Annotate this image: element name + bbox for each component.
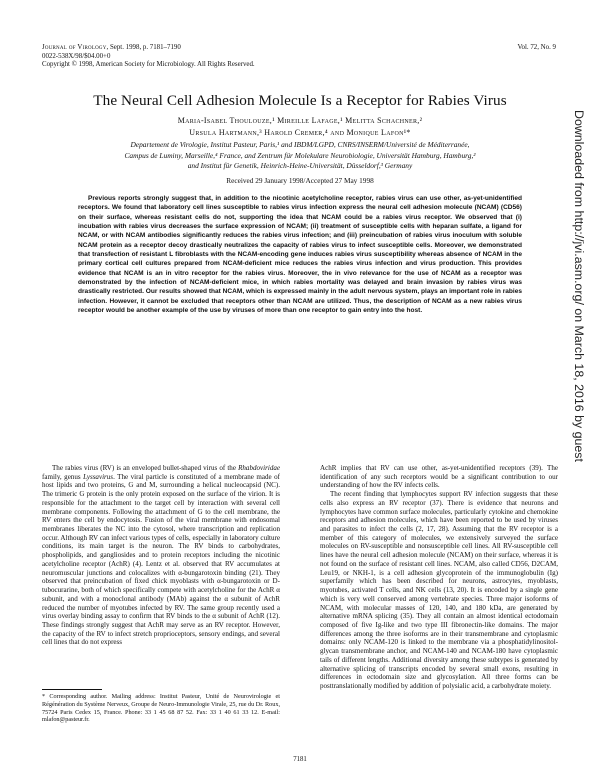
body-column-right — [320, 464, 558, 691]
author-line-2: Ursula Hartmann,³ Harold Cremer,⁴ and Monique Lafon¹* — [189, 127, 411, 137]
received-dates: Received 29 January 1998/Accepted 27 May 1998 — [226, 176, 374, 185]
author-list — [0, 115, 600, 138]
issn: 0022-538X/98/$04.00+0 — [42, 52, 111, 60]
text-run: family, genus — [42, 472, 84, 481]
page-number: 7181 — [293, 756, 307, 763]
download-watermark[interactable]: Downloaded from http://jvi.asm.org/ on March 18, 2016 by guest — [572, 110, 586, 462]
journal-name: Journal of Virology — [42, 44, 107, 51]
article-title: The Neural Cell Adhesion Molecule Is a Receptor for Rabies Virus — [93, 92, 507, 109]
running-header — [42, 44, 255, 70]
italic-term: Lyssavirus — [83, 472, 114, 481]
affiliation-line-3: and Institut für Genetik, Heinrich-Heine-Universität, Düsseldorf,³ Germany — [187, 161, 413, 171]
italic-term: Rhabdoviridae — [238, 464, 280, 472]
author-line-1: Maria-Isabel Thoulouze,¹ Mireille Lafage,¹ Melitta Schachner,² — [177, 116, 423, 125]
affiliation-line-1: Departement de Virologie, Institut Pasteur, Paris,¹ and IBDM/LGPD, CNRS/INSERM/Université de Méditerranée, — [130, 140, 470, 149]
affiliation-line-2: Campus de Luminy, Marseille,⁴ France, and Zentrum für Molekulare Neurobiologie, Universität Hamburg, Hamburg,² — [124, 150, 476, 160]
body-paragraph: AchR implies that RV can use other, as-yet-unidentified receptors (39). The identification of any such receptors would be a significant contribution to our understanding of how the RV infects cells. — [320, 464, 558, 490]
abstract: Previous reports strongly suggest that, in addition to the nicotinic acetylcholine receptor, rabies virus can use other, as-yet-unidentified receptors. We found that laboratory cell lines susceptible to rabies virus infection express the neural cell adhesion molecule (NCAM) (CD56) on their surface, whereas resistant cells do not, supporting the idea that NCAM could be a rabies virus receptor. We observed that (i) incubation with rabies virus decreases the surface expression of NCAM; (ii) treatment of susceptible cells with heparan sulfate, a ligand for NCAM, or with NCAM antibodies significantly reduces the rabies virus infection; and (iii) preincubation of rabies virus inoculum with soluble NCAM protein as a receptor decoy drastically neutralizes the capacity of rabies virus to infect susceptible cells. Moreover, we demonstrated that transfection of resistant L fibroblasts with the NCAM-encoding gene induces rabies virus susceptibility whereas absence of NCAM in the primary cortical cell cultures prepared from NCAM-deficient mice reduces the rabies virus infection and virus production. This provides evidence that NCAM is an in vitro receptor for the rabies virus. Moreover, the in vivo relevance for the use of NCAM as a receptor was demonstrated by the infection of NCAM-deficient mice, in which rabies mortality was delayed and brain invasion by rabies virus was drastically restricted. Our results showed that NCAM, which is expressed mainly in the adult nervous system, plays an important role in rabies infection. However, it cannot be excluded that receptors other than NCAM are utilized. Thus, the description of NCAM as a new rabies virus receptor would be another example of the use by viruses of more than one receptor to gain entry into the host. — [78, 195, 522, 314]
journal-issue: , Sept. 1998, p. 7181–7190 — [106, 44, 181, 51]
volume-info: Vol. 72, No. 9 — [517, 44, 556, 51]
text-run: . The viral particle is constituted of a membrane made of host lipids and two proteins, G and M, surrounding a helical nucleocapsid (NC). The trimeric G protein is the only protein exposed on the surface of the virion. It is responsible for the attachment to the target cell by interaction with several cell membrane components. Following the attachment of G to the cell membrane, the RV enters the cell by endocytosis. Fusion of the viral membrane with endosomal membranes liberates the NC into the cytosol, where transcription and replication occur. Although RV can infect various types of cells, especially in laboratory culture conditions, its main target is the neuron. The RV binds to carbohydrates, phospholipids, and gangliosides and to protein receptors including the nicotinic acetylcholine receptor (AchR) (4). Lentz et al. observed that RV accumulates at neuromuscular junctions and colocalizes with α-bungarotoxin binding (21). They observed that preincubation of fixed chick myoblasts with α-bungarotoxin or D-tubocurarine, both of which specifically compete with acetylcholine for the AchR α subunit, and with a monoclonal antibody (MAb) against the α subunit of AchR reduced the number of myotubes infected by RV. The same group recently used a virus overlay binding assay to confirm that RV binds to the α subunit of AchR (12). These findings strongly suggest that AchR may serve as an RV receptor. However, the capacity of the RV to infect stretch proprioceptors, sensory endings, and several cell lines that do not express — [42, 472, 280, 647]
affiliations — [0, 140, 600, 172]
body-paragraph: The recent finding that lymphocytes support RV infection suggests that these cells also express an RV receptor (37). There is evidence that neurons and lymphocytes have common surface molecules, particularly cytokine and chemokine receptors and adhesion molecules, which have been reported to be used by viruses and parasites to infect the cells (2, 17, 28). Assuming that the RV receptor is a member of this category of molecules, we extensively surveyed the surface molecules on RV-susceptible and nonsusceptible cell lines. All RV-susceptible cell lines have the neural cell adhesion molecule (NCAM) on their surface, whereas it is not found on the surface of resistant cell lines. NCAM, also called CD56, D2CAM, Leu19, or NKH-1, is a cell adhesion glycoprotein of the immunoglobulin (Ig) superfamily which has been described for neurons, astrocytes, myoblasts, myotubes, activated T cells, and NK cells (13, 20). It is encoded by a single gene which is very well conserved among vertebrate species. Three major isoforms of NCAM, with molecular masses of 120, 140, and 180 kDa, are generated by alternative mRNA splicing (35). They all contain an almost identical ectodomain composed of five Ig-like and two type III fibronectin-like domains. The major differences among the three isoforms are in their transmembrane and cytoplasmic domains: only NCAM-120 is linked to the membrane via a phosphatidylinositol-glycan transmembrane anchor, and NCAM-140 and NCAM-180 have cytoplasmic tails of different lengths. Additional diversity among these subtypes is generated by alternative splicing of transcripts encoded by several small exons, resulting in differences in ectodomain size and glycosylation. All three forms can be posttranslationally modified by addition of polysialic acid, a carbohydrate moiety. — [320, 490, 558, 690]
copyright: Copyright © 1998, American Society for Microbiology. All Rights Reserved. — [42, 61, 255, 69]
footnote-rule — [42, 689, 102, 690]
body-paragraph — [42, 464, 280, 647]
corresponding-author-footnote: * Corresponding author. Mailing address: Institut Pasteur, Unité de Neurovirologie et Régénération du Système Nerveux, Groupe de Neuro-Immunologie Virale, 25, rue du Dr. Roux, 75724 Paris Cedex 15, France. Phone: 33 1 45 68 87 52. Fax: 33 1 40 61 33 12. E-mail: mlafon@pasteur.fr. — [42, 693, 280, 724]
text-run: The rabies virus (RV) is an enveloped bullet-shaped virus of the — [52, 464, 239, 472]
